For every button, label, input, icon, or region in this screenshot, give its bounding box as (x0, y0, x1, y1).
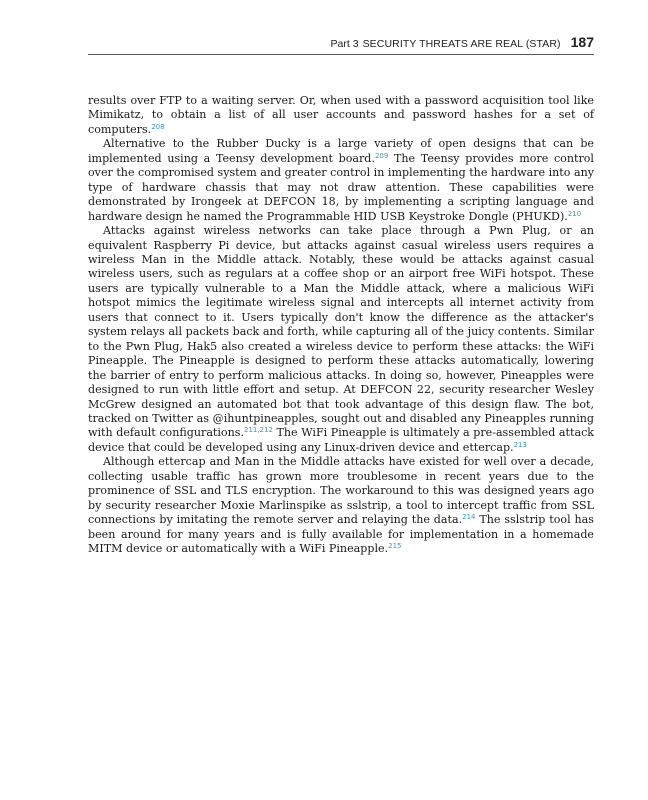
header-part-label: Part 3 (330, 38, 359, 50)
paragraph-text: The sslstrip tool has been around for many years and is fully available for implementation in a homemade MITM device or automatically with a WiFi Pineapple. (88, 513, 594, 556)
footnote-ref[interactable]: 214 (462, 513, 476, 522)
paragraph-text: Alternative to the Rubber Ducky is a large variety of open designs that can be implemented using a Teensy development board. (88, 137, 594, 165)
paragraph-text: Attacks against wireless networks can take place through a Pwn Plug, or an equivalent Raspberry Pi device, but attacks against casual wireless users requires a wireless Man in the Middle attack. Notably, these would be attacks against casual wireless users, such as regulars at a coffee shop or an airport free WiFi hotspot. These users are typically vulnerable to a Man the Middle attack, where a malicious WiFi hotspot mimics the legitimate wireless signal and intercepts all internet activity from users that connect to it. Users typically don't know the difference as the attacker's system relays all packets back and forth, while capturing all of the juicy contents. Similar to the Pwn Plug, Hak5 also created a wireless device to perform these attacks: the WiFi Pineapple. The Pineapple is designed to perform these attacks automatically, lowering the barrier of entry to perform malicious attacks. In doing so, however, Pineapples were designed to run with little effort and setup. At DEFCON 22, security researcher Wesley McGrew designed an automated bot that took advantage of this design flaw. The bot, tracked on Twitter as @ihuntpineapples, sought out and disabled any Pineapples running with default configurations. (88, 224, 594, 440)
paragraph-text: Although ettercap and Man in the Middle attacks have existed for well over a decade, collecting usable traffic has grown more troublesome in recent years due to the prominence of SSL and TLS encryption. The workaround to this was designed years ago by security researcher Moxie Marlinspike as sslstrip, a tool to intercept traffic from SSL connections by imitating the remote server and relaying the data. (88, 455, 594, 527)
footnote-ref[interactable]: 210 (567, 209, 582, 218)
header-section-title: SECURITY THREATS ARE REAL (STAR) (362, 38, 561, 50)
footnote-ref[interactable]: 211,212 (243, 426, 273, 435)
running-header (88, 34, 594, 52)
footnote-ref[interactable]: 215 (388, 542, 402, 551)
footnote-ref[interactable]: 208 (151, 122, 165, 131)
paragraph (88, 455, 594, 556)
paragraph-text: results over FTP to a waiting server. Or, when used with a password acquisition tool like Mimikatz, to obtain a list of all user accounts and password hashes for a set of computers. (88, 94, 594, 136)
footnote-ref[interactable]: 213 (513, 440, 527, 449)
page-number: 187 (570, 34, 594, 50)
header-divider (88, 54, 594, 55)
paragraph (88, 137, 594, 224)
paragraph-text: The Teensy provides more control over the compromised system and greater control in implementing the hardware into any type of hardware chassis that may not draw attention. These capabilities were demonstrated by Irongeek at DEFCON 18, by implementing a scripting language and hardware design he named the Programmable HID USB Keystroke Dongle (PHUKD). (88, 151, 594, 223)
paragraph-text: The WiFi Pineapple is ultimately a pre-assembled attack device that could be developed using any Linux-driven device and ettercap. (88, 426, 595, 454)
paragraph (88, 224, 594, 455)
body-text (88, 94, 594, 557)
paragraph (88, 94, 594, 137)
footnote-ref[interactable]: 209 (374, 151, 389, 160)
